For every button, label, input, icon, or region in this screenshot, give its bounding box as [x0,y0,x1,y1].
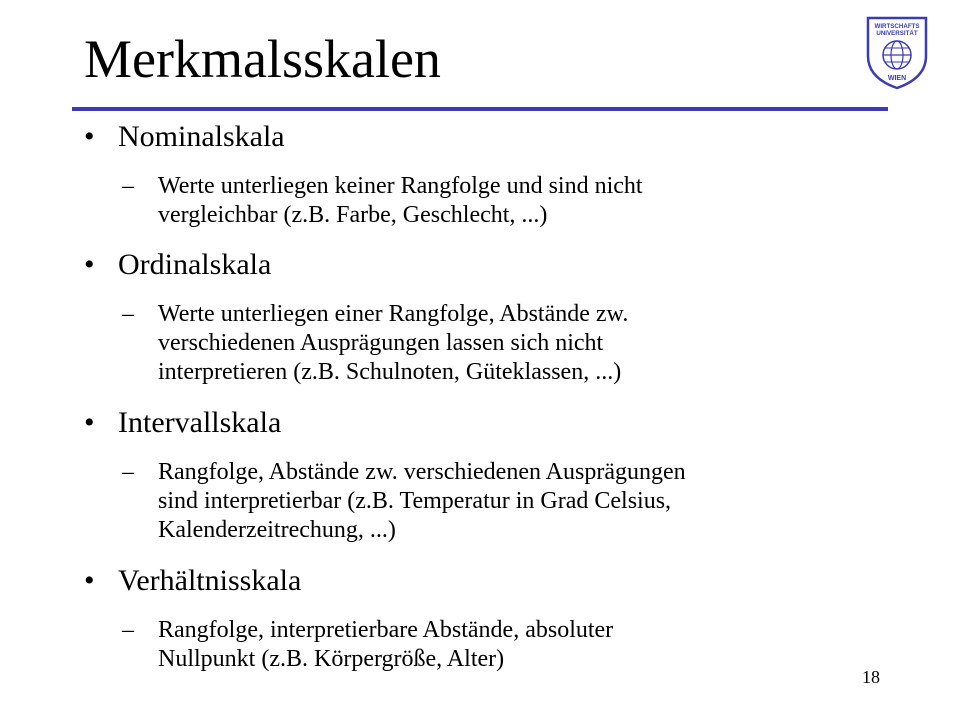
list-item-detail-intervallskala [122,458,862,545]
logo-top-text-2: UNIVERSITÄT [876,30,918,37]
logo-bottom-text: WIEN [887,75,907,82]
bullet-icon: • [84,406,95,439]
dash-icon: – [122,173,134,199]
list-item-detail: Rangfolge, interpretierbare Abstände, absoluter Nullpunkt (z.B. Körpergröße, Alter) [158,617,614,672]
page-number: 18 [862,667,880,687]
logo-top-text: WIRTSCHAFTS [874,23,920,30]
list-item-detail-ordinalskala [122,300,862,387]
slide-title: Merkmalsskalen [84,29,441,89]
list-item-heading: Ordinalskala [118,248,272,281]
list-item-heading: Nominalskala [118,120,285,153]
dash-icon: – [122,459,134,485]
list-item-detail: Rangfolge, Abstände zw. verschiedenen Ausprägungen sind interpretierbar (z.B. Temperatur in Grad Celsius, Kalenderzeitrechung, ...) [158,459,686,543]
list-item-heading: Intervallskala [118,406,282,439]
list-item-heading: Verhältnisskala [118,564,302,597]
bullet-icon: • [84,248,95,281]
list-item-detail-verhaeltnisskala [122,616,862,674]
dash-icon: – [122,617,134,643]
list-item-detail-nominalskala [122,172,862,230]
list-item-detail: Werte unterliegen einer Rangfolge, Abstände zw. verschiedenen Ausprägungen lassen sich nicht interpretieren (z.B. Schulnoten, Güteklassen, ...) [158,301,629,385]
bullet-icon: • [84,564,95,597]
bullet-icon: • [84,120,95,153]
list-item-detail: Werte unterliegen keiner Rangfolge und sind nicht vergleichbar (z.B. Farbe, Geschlecht, ...) [158,173,643,228]
dash-icon: – [122,301,134,327]
